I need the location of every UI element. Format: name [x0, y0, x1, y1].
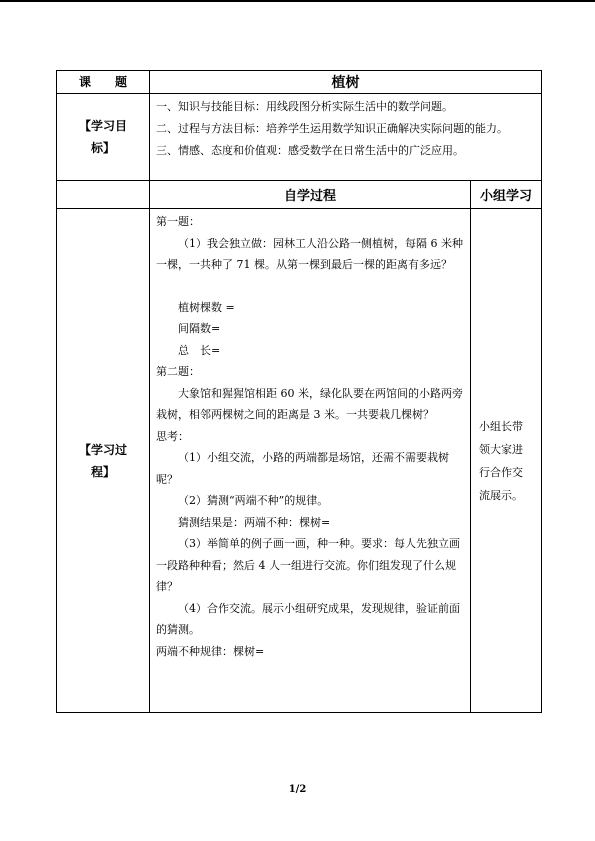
process-label-line2: 程】	[90, 464, 115, 479]
process-content	[150, 209, 471, 713]
top-border-line	[0, 0, 595, 2]
column-header-row	[57, 181, 542, 209]
question-2-text: 大象馆和猩猩馆相距 60 米，绿化队要在两馆间的小路两旁栽树，相邻两棵树之间的距离是 3 米。一共要栽几棵树？	[156, 386, 463, 421]
group-study-note: 小组长带领大家进行合作交流展示。	[471, 209, 542, 713]
step-1-text: （1）小组交流，小路的两端都是场馆，还需不需要栽树呢？	[156, 451, 449, 486]
group-study-header: 小组学习	[471, 181, 542, 209]
goals-label-line1: 【学习目	[78, 119, 127, 133]
question-1-title: 第一题：	[156, 215, 200, 228]
topic-title: 植树	[150, 71, 542, 94]
think-label: 思考：	[156, 429, 189, 443]
goals-content	[150, 94, 542, 181]
lesson-plan-table	[56, 70, 542, 713]
step-4-text: （4）合作交流。展示小组研究成果，发现规律，验证前面的猜测。	[156, 601, 460, 636]
goal-knowledge: 一、知识与技能目标：用线段图分析实际生活中的数学问题。	[156, 100, 453, 113]
goal-attitude: 三、情感、态度和价值观：感受数学在日常生活中的广泛应用。	[156, 144, 464, 157]
question-1-trees: 植树棵数 =	[178, 300, 235, 314]
page-number: 1/2	[288, 784, 307, 795]
process-row	[57, 209, 542, 713]
step-2-text: （2）猜测“两端不种”的规律。	[178, 494, 329, 507]
rule-text: 两端不种规律：棵树=	[156, 644, 265, 658]
question-2-title: 第二题：	[156, 365, 200, 378]
step-3-text: （3）举简单的例子画一画，种一种。要求：每人先独立画一段路种种看；然后 4 人一组进行交流。你们组发现了什么规律？	[156, 537, 460, 593]
goal-process: 二、过程与方法目标：培养学生运用数学知识正确解决实际问题的能力。	[156, 122, 508, 135]
goals-label-line2: 标】	[90, 141, 115, 155]
goals-label	[57, 94, 150, 181]
question-1-total: 总 长=	[178, 343, 221, 357]
topic-row	[57, 71, 542, 94]
guess-result-text: 猜测结果是：两端不种：棵树=	[178, 515, 331, 529]
topic-label: 课 题	[57, 71, 150, 94]
self-study-header: 自学过程	[150, 181, 471, 209]
goals-row	[57, 94, 542, 181]
blank-spacer	[156, 276, 464, 297]
process-label	[57, 209, 150, 713]
empty-header-cell	[57, 181, 150, 209]
question-1-text: （1）我会独立做：园林工人沿公路一侧植树，每隔 6 米种一棵，一共种了 71 棵。从第一棵到最后一棵的距离有多远？	[156, 236, 463, 271]
process-label-line1: 【学习过	[78, 442, 127, 457]
question-1-intervals: 间隔数=	[178, 322, 221, 335]
